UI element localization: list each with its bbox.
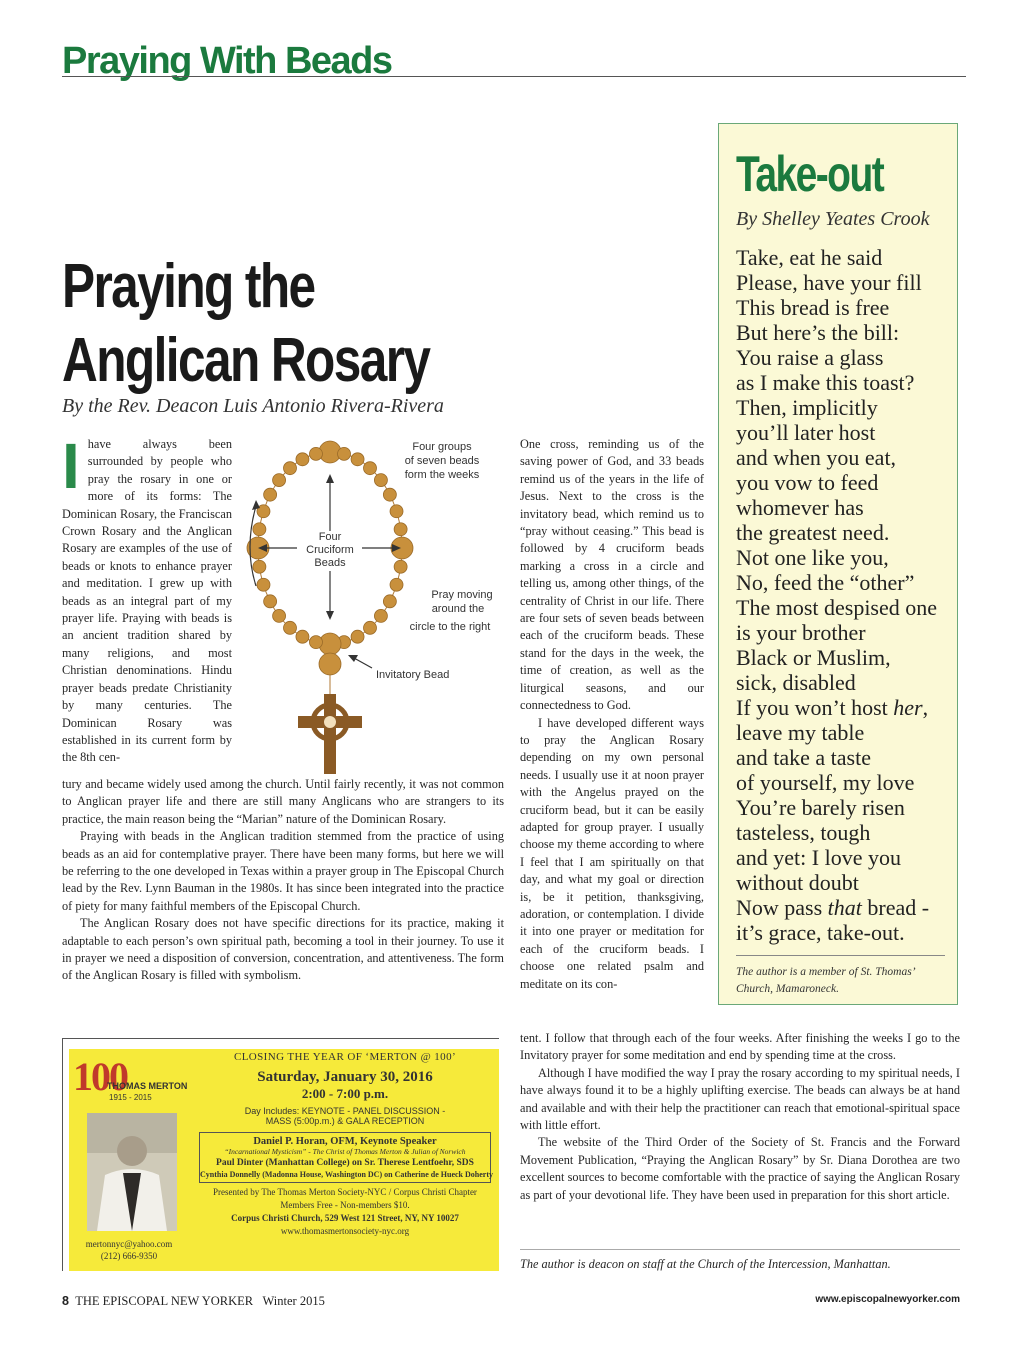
ad-website: www.thomasmertonsociety-nyc.org — [280, 1226, 410, 1236]
poem-pass-em: that — [827, 895, 862, 920]
poem-line: you’ll later host — [736, 420, 876, 445]
label-cruciform-3: Beads — [314, 557, 346, 569]
invitatory-bead — [319, 653, 341, 675]
label-pray-2: around the — [431, 603, 485, 615]
ad-headline: CLOSING THE YEAR OF ‘MERTON @ 100’ — [233, 1051, 457, 1063]
section-rule — [62, 76, 966, 77]
poem-line: of yourself, my love — [736, 770, 915, 795]
label-cruciform-1: Four — [318, 531, 342, 543]
poem-line: the greatest need. — [736, 520, 890, 545]
footer-left — [62, 1294, 325, 1309]
ad-date: Saturday, January 30, 2016 — [257, 1069, 433, 1085]
week-bead — [351, 453, 364, 466]
merton-photo-image — [87, 1113, 177, 1231]
poem-line: You’re barely risen — [736, 795, 905, 820]
intro-full-text: tury and became widely used among the church. Until fairly recently, it was not common to Anglican prayer life and there are still many Anglicans who are strangers to its practice, the main reason being the “Marian” nature of the Dominican Rosary. — [62, 777, 504, 826]
ad-contact-phone: (212) 666-9350 — [100, 1251, 158, 1261]
label-invitatory: Invitatory Bead — [376, 669, 450, 681]
poem — [736, 245, 945, 945]
headline-line-2: Anglican Rosary — [62, 326, 430, 395]
poem-line: This bread is free — [736, 295, 890, 320]
week-bead — [253, 560, 266, 573]
sidebar-title: Take-out — [736, 146, 884, 202]
article-author-note: The author is deacon on staff at the Church of the Intercession, Manhattan. — [520, 1257, 891, 1271]
arrow-up-head — [326, 474, 334, 483]
week-bead — [309, 636, 322, 649]
sidebar-rule — [736, 955, 945, 956]
poem-pass-post: bread - — [861, 895, 930, 920]
week-bead — [296, 630, 309, 643]
intro-wrapped-text — [62, 430, 232, 776]
week-bead — [394, 560, 407, 573]
poem-line: Take, eat he said — [736, 245, 883, 270]
week-bead — [383, 488, 396, 501]
invitatory-arrow-line — [354, 658, 372, 668]
poem-pass-pre: Now pass — [736, 895, 828, 920]
poem-line-pass — [736, 895, 945, 920]
poem-line: The most despised one — [736, 595, 938, 620]
poem-host-post: , — [922, 695, 929, 720]
sidebar-byline: By Shelley Yeates Crook — [736, 208, 930, 230]
intro-wrapped: have always been surrounded by people who pray the rosary in one or more of its forms: The Dominican Rosary, the Franciscan Crown Rosary and the Anglican Rosary are examples of the use of beads or knots to enhance prayer and meditation. I grew up with beads as an integral part of my prayer life. Praying with beads is an ancient tradition shared by many religions, and most Christian denominations. Hindu prayer beads predate Christianity by many centuries. The Dominican Rosary was established in its current form by the 8th cen- — [62, 437, 232, 765]
ad-speaker-2: Paul Dinter (Manhattan College) on Sr. Therese Lentfoehr, SDS — [216, 1158, 474, 1168]
ad-includes-1: Day Includes: KEYNOTE - PANEL DISCUSSION - — [244, 1106, 446, 1116]
footer-website: www.episcopalnewyorker.com — [815, 1294, 960, 1305]
label-groups-3: form the weeks — [404, 469, 480, 481]
week-bead — [351, 630, 364, 643]
poem-line: is your brother — [736, 620, 866, 645]
merton-advertisement — [62, 1038, 499, 1271]
drop-cap: I — [62, 430, 80, 502]
poem-line: Black or Muslim, — [736, 645, 891, 670]
week-bead — [390, 505, 403, 518]
poem-line: whomever has — [736, 495, 864, 520]
rosary-diagram — [242, 436, 504, 776]
week-bead — [364, 462, 377, 475]
rosary-diagram-svg — [242, 436, 504, 776]
ad-details — [197, 1049, 493, 1236]
poem-host-pre: If you won’t host — [736, 695, 894, 720]
week-bead — [383, 595, 396, 608]
article-byline: By the Rev. Deacon Luis Antonio Rivera-Rivera — [62, 395, 444, 417]
poem-line: tasteless, tough — [736, 820, 871, 845]
article-column-1 — [62, 430, 504, 985]
poem-line: leave my table — [736, 720, 865, 745]
week-bead — [338, 447, 351, 460]
ad-presented-by: Presented by The Thomas Merton Society-NYC / Corpus Christi Chapter — [213, 1187, 477, 1197]
ad-time: 2:00 - 7:00 p.m. — [301, 1086, 389, 1101]
poem-line: and yet: I love you — [736, 845, 901, 870]
sidebar-author-note: The author is a member of St. Thomas’ Church, Mamaroneck. — [736, 966, 915, 995]
col2-paragraph-4: The website of the Third Order of the Society of St. Francis and the Forward Movement Publication, “Praying the Anglican Rosary” by Sr. Diana Dorothea are two excellent sources to become comfortable with the practice of saying the Anglican Rosary as part of your devotional life. They have been used in preparation for this short article. — [520, 1135, 960, 1202]
poem-line-host — [736, 695, 945, 720]
footer-issue: Winter 2015 — [262, 1294, 325, 1308]
ad-logo-years: 1915 - 2015 — [109, 1093, 152, 1102]
article-column-2-wide — [520, 1030, 960, 1204]
column-1-top — [62, 430, 504, 776]
poem-part-1 — [736, 245, 945, 695]
cross-icon — [298, 694, 362, 774]
article-end-rule — [520, 1249, 960, 1250]
poem-line: Not one like you, — [736, 545, 889, 570]
ad-address: Corpus Christi Church, 529 West 121 Street, NY, NY 10027 — [231, 1213, 459, 1223]
ad-includes-2: MASS (5:00p.m.) & GALA RECEPTION — [265, 1116, 425, 1126]
col2-paragraph-3: Although I have modified the way I pray the rosary according to my spiritual needs, I have always found it to be a highly uplifting exercise. The beads can always be at hand and available and with their help the practitioner can reach that emotional-spiritual space with little effort. — [520, 1065, 960, 1133]
paragraph-3: The Anglican Rosary does not have specific directions for its practice, making it adaptable to each person’s own spiritual path, becoming a tool in their journey. To use it in prayer we need a disposition of conversion, concentration, and attentiveness. The form of the Anglican Rosary is filled with symbolism. — [62, 916, 504, 983]
label-groups-2: of seven beads — [404, 455, 480, 467]
ad-contact-email: mertonnyc@yahoo.com — [85, 1239, 173, 1249]
poem-line: as I make this toast? — [736, 370, 915, 395]
paragraph-2: Praying with beads in the Anglican tradition stemmed from the practice of using beads as an aid for contemplative prayer. There have been many forms, but here we will be referring to the one developed in Texas within a prayer group in The Episcopal Church lead by the Rev. Lynn Bauman in the 1980s. It has since been integrated into the practice of piety for many faithful members of the Episcopal Church. — [62, 829, 504, 913]
week-bead — [273, 474, 286, 487]
col2-paragraph-2: I have developed different ways to pray the Anglican Rosary depending on my own personal needs. I usually use it at noon prayer with the Angelus prayed on the cruciform bead, but it can be easily adapted for group prayer. I usually choose my theme according to where I feel that I am spiritually on that day, and what my goal or direction is, be it petition, thanksgiving, adoration, or contemplation. I divide it into one prayer or meditation for each of the cruciform beads. I choose one related psalm and meditate on its con- — [520, 715, 704, 991]
poem-line: Please, have your fill — [736, 270, 922, 295]
week-bead — [364, 621, 377, 634]
poem-last-line: it’s grace, take-out. — [736, 920, 905, 945]
headline-line-1: Praying the — [62, 252, 315, 321]
ad-speaker-1-topic: “Incarnational Mysticism” - The Christ of Thomas Merton & Julian of Norwich — [224, 1147, 466, 1156]
article-column-2 — [520, 436, 704, 993]
footer-page-number: 8 — [62, 1294, 69, 1308]
week-bead — [283, 462, 296, 475]
poem-line: without doubt — [736, 870, 859, 895]
footer-publication: THE EPISCOPAL NEW YORKER — [75, 1294, 254, 1308]
label-cruciform-2: Cruciform — [306, 544, 354, 556]
poem-host-em: her — [893, 695, 923, 720]
ad-speaker-3: Cynthia Donnelly (Madonna House, Washington DC) on Catherine de Hueck Doherty — [200, 1170, 493, 1179]
week-bead — [264, 488, 277, 501]
poem-line: Then, implicitly — [736, 395, 878, 420]
merton-photo — [87, 1113, 177, 1231]
poem-line: You raise a glass — [736, 345, 884, 370]
ad-logo-number: 100 — [73, 1054, 127, 1099]
poem-line: sick, disabled — [736, 670, 856, 695]
ad-logo-name: THOMAS MERTON — [107, 1081, 188, 1091]
col2-paragraph-1: One cross, reminding us of the saving power of God, and 33 beads remind us of the years in the life of Jesus. Next to the cross is the invitatory bead, which remind us to “pray without ceasing.” This bead is followed by 4 cruciform beads marking a cross in a circle and telling us, among other things, of the centrality of Christ in our life. There are four sets of seven beads between each of the cruciform beads. These stand for the days in the week, the time of creation, as well as the liturgical seasons, and our connectedness to God. — [520, 437, 704, 713]
poem-line: and take a taste — [736, 745, 871, 770]
invitatory-arrowhead — [348, 655, 358, 662]
week-bead — [374, 609, 387, 622]
section-title: Praying With Beads — [62, 40, 392, 82]
label-groups-1: Four groups — [412, 441, 472, 453]
week-bead — [309, 447, 322, 460]
col2-paragraph-2-continued: tent. I follow that through each of the four weeks. After finishing the weeks I go to the Invitatory prayer for some meditation and end by spending time at the cross. — [520, 1031, 960, 1063]
poem-part-2 — [736, 720, 945, 895]
arrow-down-head — [326, 611, 334, 620]
label-pray-3: circle to the right — [409, 621, 491, 633]
week-bead — [257, 578, 270, 591]
week-bead — [374, 474, 387, 487]
poem-line: you vow to feed — [736, 470, 879, 495]
label-pray-1: Pray moving — [431, 589, 493, 601]
poem-line: and when you eat, — [736, 445, 897, 470]
week-bead — [273, 609, 286, 622]
takeout-sidebar — [718, 123, 958, 1005]
week-bead — [264, 595, 277, 608]
week-bead — [390, 578, 403, 591]
week-bead — [296, 453, 309, 466]
article-headline — [62, 250, 429, 398]
poem-line: But here’s the bill: — [736, 320, 900, 345]
ad-speaker-1: Daniel P. Horan, OFM, Keynote Speaker — [253, 1136, 437, 1147]
week-bead — [253, 523, 266, 536]
week-bead — [283, 621, 296, 634]
poem-line: No, feed the “other” — [736, 570, 915, 595]
week-bead — [394, 523, 407, 536]
ad-speakers-box — [199, 1132, 491, 1183]
ad-panel — [69, 1049, 499, 1271]
ad-members: Members Free - Non-members $10. — [280, 1200, 410, 1210]
